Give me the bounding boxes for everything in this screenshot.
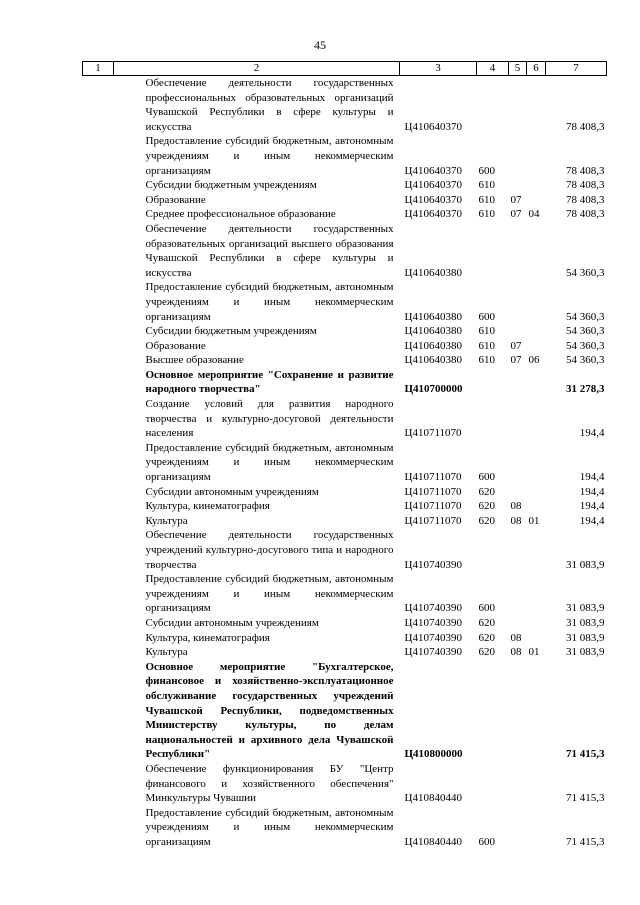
expense-name-cell: Предоставление субсидий бюджетным, автономным учреждениям и иным некоммерческим организациям xyxy=(145,281,394,323)
row-spacer-cell xyxy=(83,324,114,339)
expense-name-cell: Основное мероприятие "Сохранение и развитие народного творчества" xyxy=(145,368,394,396)
table-row xyxy=(83,397,607,441)
target-article-cell: Ц410711070 xyxy=(404,514,462,527)
target-article-cell: Ц410711070 xyxy=(404,500,462,513)
subsection-cell xyxy=(527,280,546,324)
subsection-cell xyxy=(527,631,546,646)
expense-type-cell xyxy=(477,660,509,762)
expense-name-cell: Обеспечение деятельности государственных образовательных организаций высшего образования Чувашской Республики в сфере культуры и искусства xyxy=(145,222,394,279)
expense-type-cell: 600 xyxy=(478,310,495,323)
expense-type-cell xyxy=(477,76,509,135)
section-cell: 07 xyxy=(510,208,522,221)
subsection-cell xyxy=(527,339,546,354)
amount-cell: 31 083,9 xyxy=(566,631,605,644)
expense-type-cell: 600 xyxy=(478,164,495,177)
row-spacer-cell xyxy=(83,76,114,135)
amount-cell: 54 360,3 xyxy=(566,310,605,323)
expense-name-cell: Культура xyxy=(145,646,188,659)
expense-type-cell: 620 xyxy=(478,485,495,498)
expense-name-cell: Предоставление субсидий бюджетным, автономным учреждениям и иным некоммерческим организациям xyxy=(145,135,394,177)
table-row xyxy=(83,645,607,660)
amount-cell: 194,4 xyxy=(579,514,605,527)
row-spacer-cell xyxy=(83,528,114,572)
expense-name-cell: Предоставление субсидий бюджетным, автономным учреждениям и иным некоммерческим организациям xyxy=(145,441,394,484)
target-article-cell: Ц410711070 xyxy=(404,427,462,440)
amount-cell: 194,4 xyxy=(579,471,605,484)
amount-cell: 54 360,3 xyxy=(566,354,605,367)
table-row xyxy=(83,193,607,208)
expense-name-cell: Культура, кинематография xyxy=(145,500,270,513)
subsection-cell xyxy=(527,134,546,178)
target-article-cell: Ц410840440 xyxy=(404,835,462,848)
row-spacer-cell xyxy=(83,660,114,762)
target-article-cell: Ц410640380 xyxy=(404,339,462,352)
expense-type-cell: 620 xyxy=(478,631,495,644)
table-row-main-event xyxy=(83,660,607,762)
expense-type-cell: 620 xyxy=(478,646,495,659)
header-cell: 3 xyxy=(400,62,477,76)
target-article-cell: Ц410640370 xyxy=(404,120,462,133)
table-row xyxy=(83,76,607,135)
table-row xyxy=(83,134,607,178)
amount-cell: 78 408,3 xyxy=(566,120,605,133)
section-cell: 08 xyxy=(510,514,522,527)
subsection-cell xyxy=(527,660,546,762)
amount-cell: 31 083,9 xyxy=(566,558,605,571)
expense-type-cell xyxy=(477,368,509,397)
target-article-cell: Ц410640380 xyxy=(404,266,462,279)
row-spacer-cell xyxy=(83,280,114,324)
expense-name-cell: Субсидии бюджетным учреждениям xyxy=(145,325,317,338)
subsection-cell xyxy=(527,485,546,500)
expense-type-cell: 610 xyxy=(478,325,495,338)
section-cell xyxy=(509,806,527,850)
row-spacer-cell xyxy=(83,178,114,193)
row-spacer-cell xyxy=(83,514,114,529)
target-article-cell: Ц410840440 xyxy=(404,792,462,805)
subsection-cell: 06 xyxy=(528,354,540,367)
row-spacer-cell xyxy=(83,339,114,354)
target-article-cell: Ц410740390 xyxy=(404,558,462,571)
expense-name-cell: Субсидии бюджетным учреждениям xyxy=(145,179,317,192)
section-cell xyxy=(509,280,527,324)
expense-name-cell: Основное мероприятие "Бухгалтерское, финансовое и хозяйственно-эксплуатационное обслуживание государственных учреждений Чувашской Республики, подведомственных Министерству культуры, по делам национальностей и архивного дела Чувашской Республики" xyxy=(145,660,394,761)
section-cell: 07 xyxy=(510,354,522,367)
target-article-cell: Ц410700000 xyxy=(404,383,463,396)
amount-cell: 194,4 xyxy=(579,427,605,440)
target-article-cell: Ц410640370 xyxy=(404,193,462,206)
column-number-header xyxy=(83,62,607,76)
target-article-cell: Ц410640370 xyxy=(404,179,462,192)
target-article-cell: Ц410740390 xyxy=(404,602,462,615)
section-cell: 08 xyxy=(510,631,522,644)
table-row xyxy=(83,485,607,500)
section-cell xyxy=(509,76,527,135)
subsection-cell xyxy=(527,324,546,339)
amount-cell: 194,4 xyxy=(579,485,605,498)
subsection-cell xyxy=(527,178,546,193)
expense-type-cell: 620 xyxy=(478,616,495,629)
subsection-cell xyxy=(527,572,546,616)
row-spacer-cell xyxy=(83,806,114,850)
amount-cell: 54 360,3 xyxy=(566,266,605,279)
expense-type-cell: 610 xyxy=(478,208,495,221)
table-row xyxy=(83,353,607,368)
row-spacer-cell xyxy=(83,397,114,441)
expense-type-cell: 610 xyxy=(478,339,495,352)
section-cell xyxy=(509,324,527,339)
row-spacer-cell xyxy=(83,499,114,514)
expense-name-cell: Культура xyxy=(145,514,188,527)
table-row xyxy=(83,631,607,646)
row-spacer-cell xyxy=(83,368,114,397)
expense-type-cell: 600 xyxy=(478,835,495,848)
header-cell: 5 xyxy=(509,62,527,76)
subsection-cell xyxy=(527,528,546,572)
amount-cell: 78 408,3 xyxy=(566,179,605,192)
section-cell: 08 xyxy=(510,500,522,513)
section-cell xyxy=(509,572,527,616)
expense-type-cell xyxy=(477,528,509,572)
table-row xyxy=(83,222,607,280)
expense-name-cell: Обеспечение функционирования БУ "Центр финансового и хозяйственного обеспечения" Минкультуры Чувашии xyxy=(145,762,394,805)
subsection-cell xyxy=(527,499,546,514)
expense-type-cell xyxy=(477,222,509,280)
target-article-cell: Ц410711070 xyxy=(404,471,462,484)
amount-cell: 31 278,3 xyxy=(566,383,605,396)
expense-name-cell: Предоставление субсидий бюджетным, автономным учреждениям и иным некоммерческим организациям xyxy=(145,573,394,615)
expense-name-cell: Образование xyxy=(145,193,206,206)
table-row xyxy=(83,762,607,806)
target-article-cell: Ц410640370 xyxy=(404,208,462,221)
amount-cell: 71 415,3 xyxy=(566,835,605,848)
expense-name-cell: Создание условий для развития народного творчества и культурно-досуговой деятельности населения xyxy=(145,398,394,440)
row-spacer-cell xyxy=(83,134,114,178)
table-row xyxy=(83,572,607,616)
section-cell xyxy=(509,660,527,762)
expense-name-cell: Предоставление субсидий бюджетным, автономным учреждениям и иным некоммерческим организациям xyxy=(145,806,394,848)
table-row xyxy=(83,324,607,339)
table-row xyxy=(83,528,607,572)
subsection-cell xyxy=(527,441,546,485)
row-spacer-cell xyxy=(83,193,114,208)
expense-type-cell: 610 xyxy=(478,179,495,192)
table-row xyxy=(83,207,607,222)
expense-type-cell: 610 xyxy=(478,354,495,367)
expense-name-cell: Образование xyxy=(145,339,206,352)
amount-cell: 78 408,3 xyxy=(566,193,605,206)
section-cell xyxy=(509,134,527,178)
target-article-cell: Ц410740390 xyxy=(404,631,462,644)
section-cell: 07 xyxy=(510,339,522,352)
section-cell xyxy=(509,485,527,500)
header-cell: 4 xyxy=(477,62,509,76)
subsection-cell xyxy=(527,397,546,441)
row-spacer-cell xyxy=(83,485,114,500)
subsection-cell xyxy=(527,368,546,397)
row-spacer-cell xyxy=(83,222,114,280)
section-cell xyxy=(509,528,527,572)
section-cell: 07 xyxy=(510,193,522,206)
subsection-cell: 01 xyxy=(528,646,540,659)
amount-cell: 71 415,3 xyxy=(566,792,605,805)
target-article-cell: Ц410740390 xyxy=(404,646,462,659)
row-spacer-cell xyxy=(83,572,114,616)
amount-cell: 31 083,9 xyxy=(566,602,605,615)
expense-type-cell: 600 xyxy=(478,602,495,615)
subsection-cell xyxy=(527,222,546,280)
subsection-cell: 01 xyxy=(528,514,540,527)
table-row xyxy=(83,806,607,850)
expense-type-cell: 610 xyxy=(478,193,495,206)
subsection-cell xyxy=(527,762,546,806)
subsection-cell xyxy=(527,193,546,208)
amount-cell: 31 083,9 xyxy=(566,646,605,659)
target-article-cell: Ц410800000 xyxy=(404,748,463,761)
budget-table xyxy=(82,61,607,849)
table-row xyxy=(83,499,607,514)
expense-type-cell: 620 xyxy=(478,500,495,513)
table-row xyxy=(83,178,607,193)
section-cell xyxy=(509,368,527,397)
section-cell xyxy=(509,397,527,441)
expense-type-cell: 600 xyxy=(478,471,495,484)
expense-name-cell: Высшее образование xyxy=(145,354,244,367)
expense-name-cell: Субсидии автономным учреждениям xyxy=(145,485,319,498)
table-row-main-event xyxy=(83,368,607,397)
amount-cell: 31 083,9 xyxy=(566,616,605,629)
target-article-cell: Ц410711070 xyxy=(404,485,462,498)
table-row xyxy=(83,280,607,324)
expense-type-cell xyxy=(477,397,509,441)
amount-cell: 54 360,3 xyxy=(566,325,605,338)
row-spacer-cell xyxy=(83,207,114,222)
amount-cell: 78 408,3 xyxy=(566,164,605,177)
subsection-cell xyxy=(527,76,546,135)
expense-name-cell: Обеспечение деятельности государственных учреждений культурно-досугового типа и народного творчества xyxy=(145,529,394,571)
target-article-cell: Ц410640370 xyxy=(404,164,462,177)
expense-name-cell: Обеспечение деятельности государственных профессиональных образовательных организаций Чувашской Республики в сфере культуры и искусства xyxy=(145,77,394,133)
page-number: 45 xyxy=(314,38,326,52)
row-spacer-cell xyxy=(83,353,114,368)
header-cell: 1 xyxy=(83,62,114,76)
header-cell: 2 xyxy=(114,62,400,76)
header-cell: 7 xyxy=(546,62,607,76)
amount-cell: 54 360,3 xyxy=(566,339,605,352)
row-spacer-cell xyxy=(83,616,114,631)
section-cell xyxy=(509,762,527,806)
row-spacer-cell xyxy=(83,762,114,806)
target-article-cell: Ц410740390 xyxy=(404,616,462,629)
table-row xyxy=(83,339,607,354)
table-row xyxy=(83,441,607,485)
section-cell xyxy=(509,222,527,280)
target-article-cell: Ц410640380 xyxy=(404,325,462,338)
row-spacer-cell xyxy=(83,631,114,646)
row-spacer-cell xyxy=(83,645,114,660)
target-article-cell: Ц410640380 xyxy=(404,354,462,367)
section-cell xyxy=(509,178,527,193)
table-row xyxy=(83,514,607,529)
amount-cell: 194,4 xyxy=(579,500,605,513)
amount-cell: 71 415,3 xyxy=(566,748,605,761)
expense-type-cell xyxy=(477,762,509,806)
header-cell: 6 xyxy=(527,62,546,76)
subsection-cell: 04 xyxy=(528,208,540,221)
expense-name-cell: Культура, кинематография xyxy=(145,631,270,644)
expense-type-cell: 620 xyxy=(478,514,495,527)
section-cell: 08 xyxy=(510,646,522,659)
subsection-cell xyxy=(527,806,546,850)
amount-cell: 78 408,3 xyxy=(566,208,605,221)
target-article-cell: Ц410640380 xyxy=(404,310,462,323)
expense-name-cell: Среднее профессиональное образование xyxy=(145,208,336,221)
expense-name-cell: Субсидии автономным учреждениям xyxy=(145,616,319,629)
table-row xyxy=(83,616,607,631)
section-cell xyxy=(509,616,527,631)
subsection-cell xyxy=(527,616,546,631)
section-cell xyxy=(509,441,527,485)
row-spacer-cell xyxy=(83,441,114,485)
